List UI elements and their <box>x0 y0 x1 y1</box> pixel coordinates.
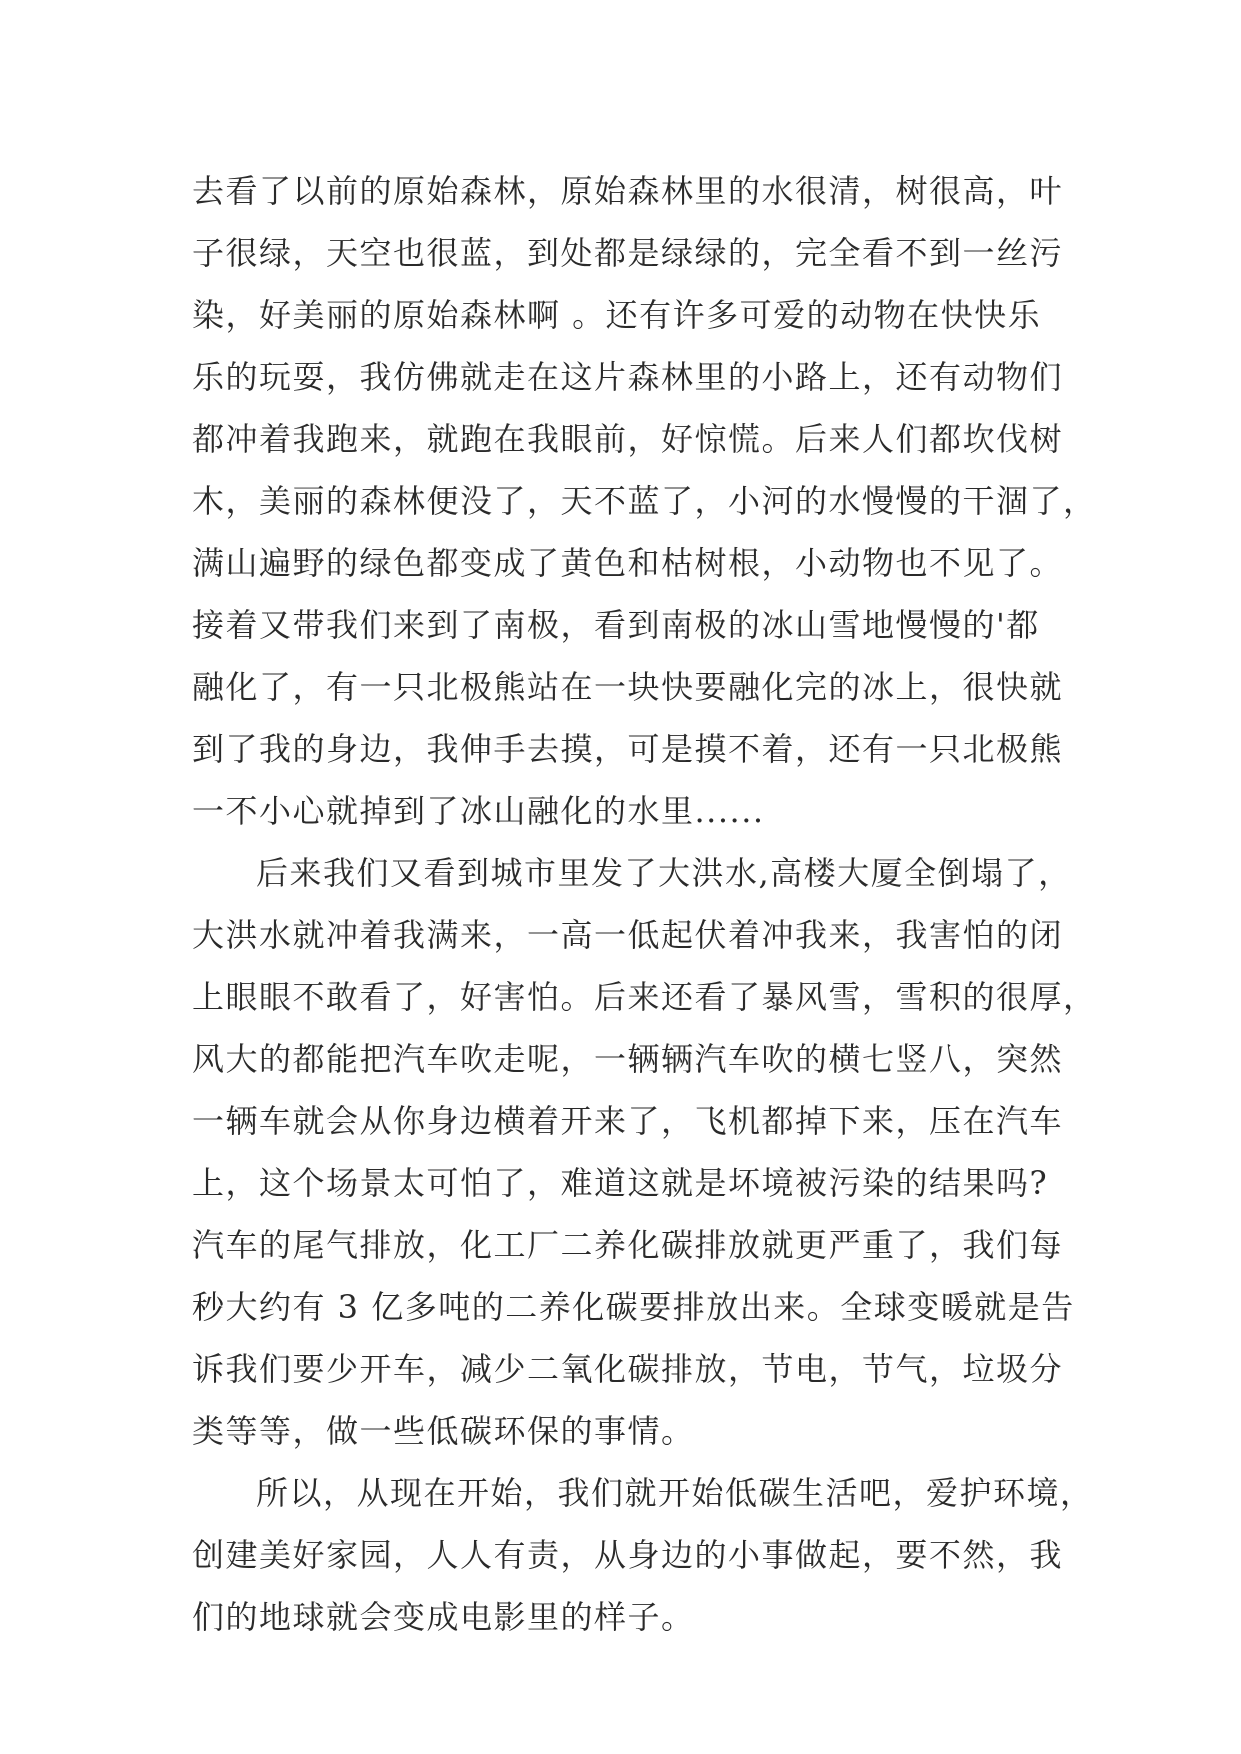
document-body <box>192 160 1097 1648</box>
text-line: 类等等，做一些低碳环保的事情。 <box>192 1412 695 1450</box>
text-line: 一辆车就会从你身边横着开来了，飞机都掉下来，压在汽车 <box>192 1102 1064 1140</box>
text-line: 去看了以前的原始森林，原始森林里的水很清，树很高，叶 <box>192 172 1064 210</box>
text-line: 大洪水就冲着我满来，一高一低起伏着冲我来，我害怕的闭 <box>192 916 1064 954</box>
text-line: 上，这个场景太可怕了，难道这就是坏境被污染的结果吗? <box>192 1164 1049 1202</box>
text-line: 满山遍野的绿色都变成了黄色和枯树根，小动物也不见了。 <box>192 544 1064 582</box>
text-line: 汽车的尾气排放，化工厂二养化碳排放就更严重了，我们每 <box>192 1226 1064 1264</box>
text-line: 上眼眼不敢看了，好害怕。后来还看了暴风雪，雪积的很厚， <box>192 978 1097 1016</box>
text-line: 们的地球就会变成电影里的样子。 <box>192 1598 695 1636</box>
text-line: 融化了，有一只北极熊站在一块快要融化完的冰上，很快就 <box>192 668 1064 706</box>
text-line: 创建美好家园，人人有责，从身边的小事做起，要不然，我 <box>192 1536 1064 1574</box>
text-line: 诉我们要少开车，减少二氧化碳排放，节电，节气，垃圾分 <box>192 1350 1064 1388</box>
text-line: 风大的都能把汽车吹走呢，一辆辆汽车吹的横七竖八，突然 <box>192 1040 1064 1078</box>
text-line: 都冲着我跑来，就跑在我眼前，好惊慌。后来人们都坎伐树 <box>192 420 1064 458</box>
paragraph-start-line: 所以，从现在开始，我们就开始低碳生活吧，爱护环境， <box>256 1474 1094 1512</box>
text-line: 一不小心就掉到了冰山融化的水里...... <box>192 792 765 830</box>
text-line: 接着又带我们来到了南极，看到南极的冰山雪地慢慢的'都 <box>192 606 1040 644</box>
text-line: 子很绿，天空也很蓝，到处都是绿绿的，完全看不到一丝污 <box>192 234 1064 272</box>
text-line: 秒大约有 3 亿多吨的二养化碳要排放出来。全球变暖就是告 <box>192 1288 1075 1326</box>
paragraph-start-line: 后来我们又看到城市里发了大洪水,高楼大厦全倒塌了， <box>256 854 1072 892</box>
text-line: 染，好美丽的原始森林啊 。还有许多可爱的动物在快快乐 <box>192 296 1042 334</box>
text-line: 到了我的身边，我伸手去摸，可是摸不着，还有一只北极熊 <box>192 730 1064 768</box>
text-line: 乐的玩耍，我仿佛就走在这片森林里的小路上，还有动物们 <box>192 358 1064 396</box>
text-line: 木，美丽的森林便没了，天不蓝了，小河的水慢慢的干涸了， <box>192 482 1097 520</box>
